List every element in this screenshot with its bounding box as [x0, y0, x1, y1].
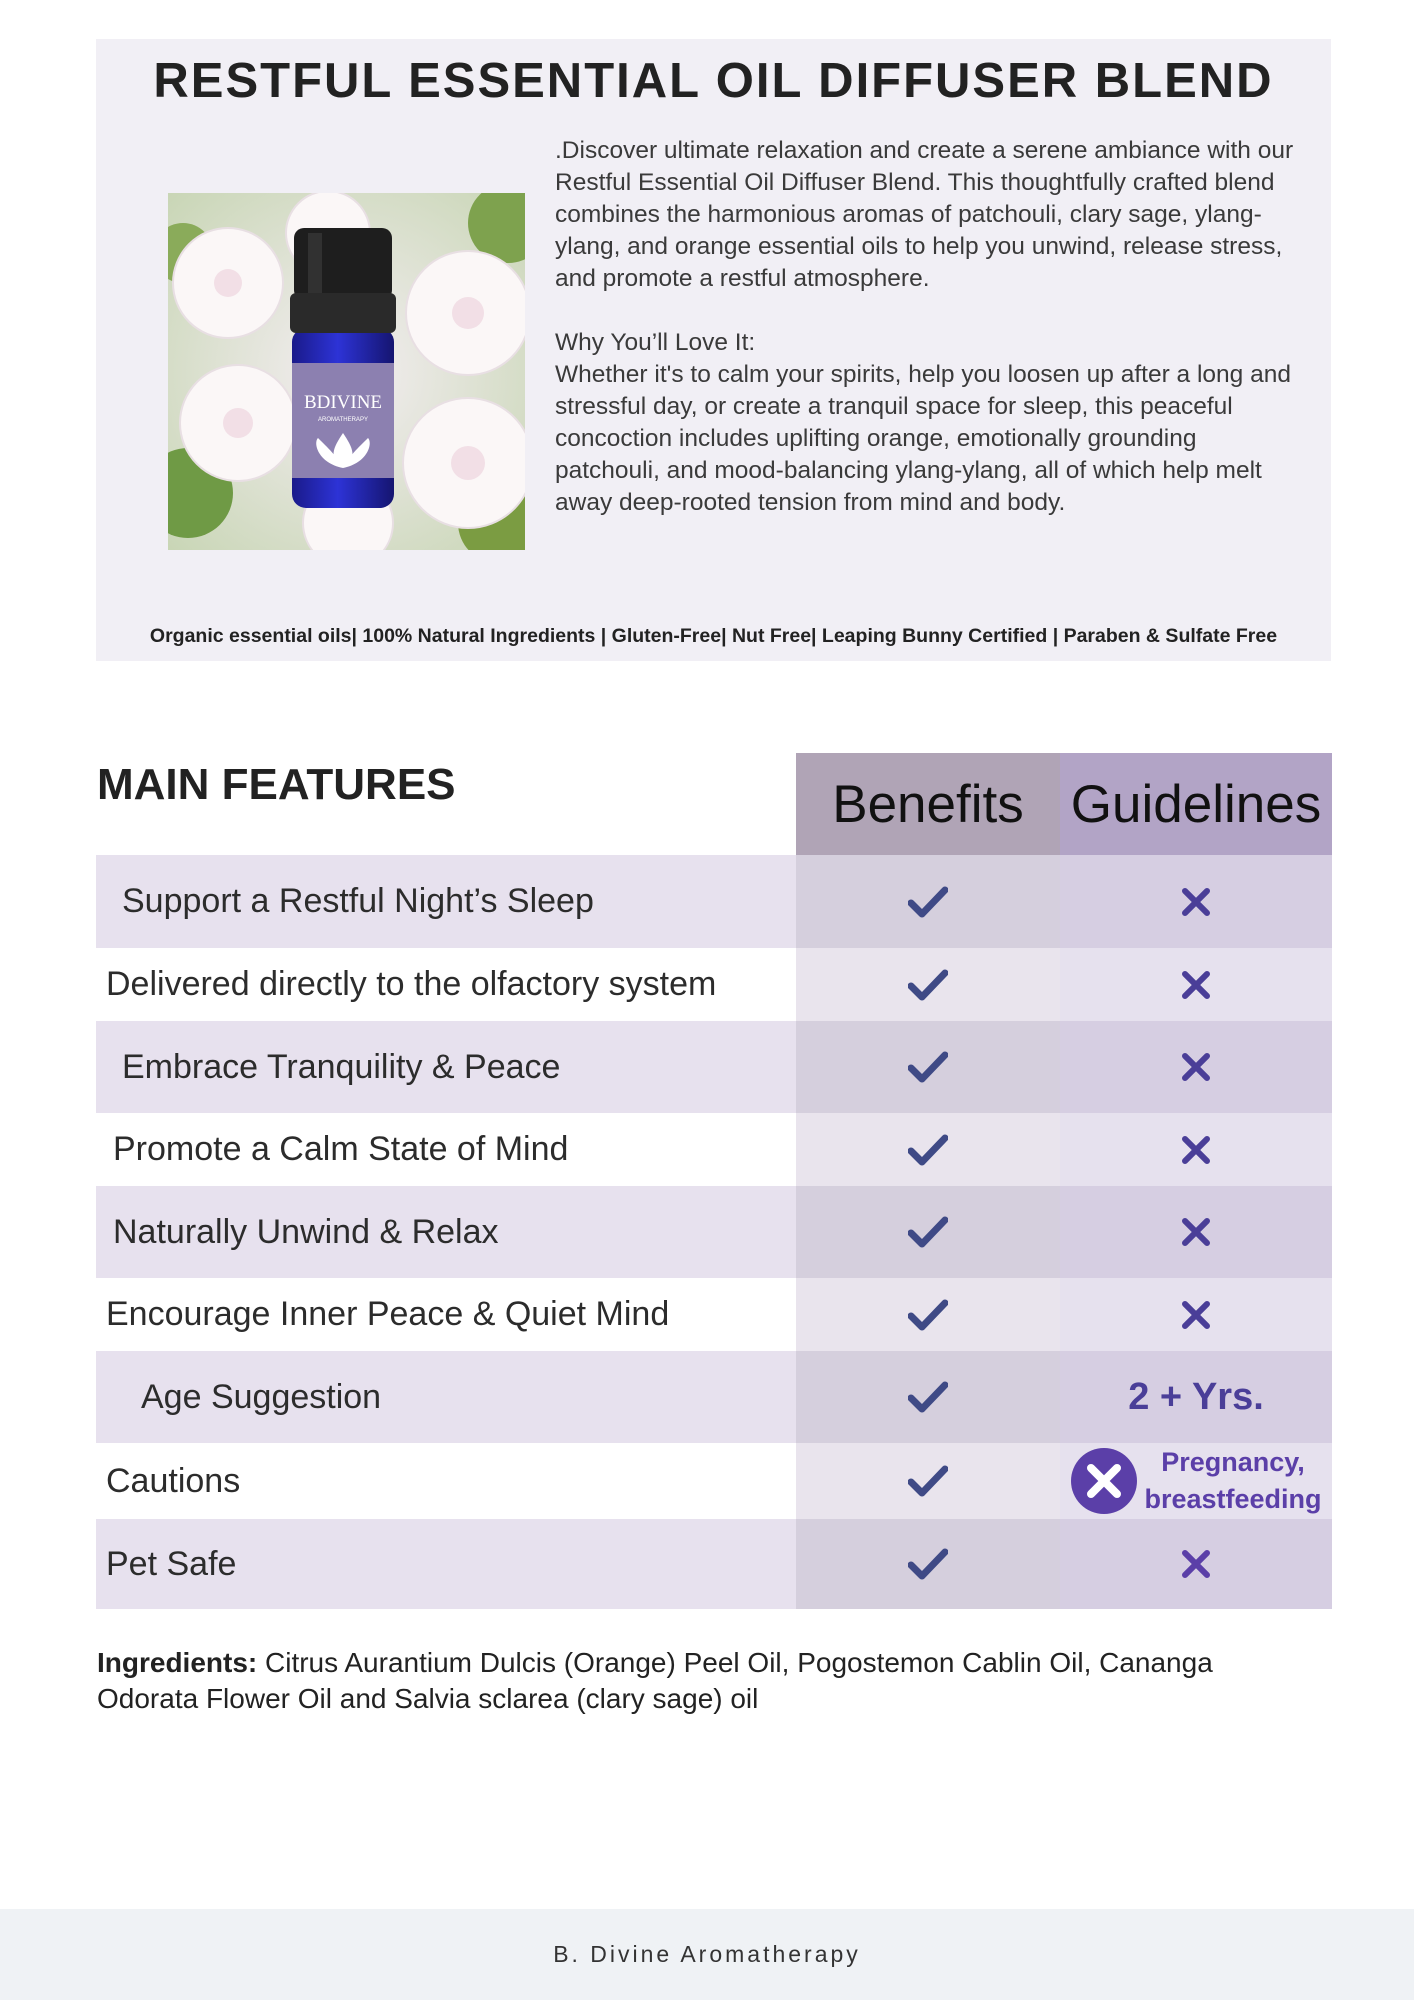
page-title: RESTFUL ESSENTIAL OIL DIFFUSER BLEND	[153, 54, 1274, 108]
feature-label: Age Suggestion	[141, 1377, 382, 1416]
benefit-cell	[796, 1113, 1060, 1186]
cross-icon	[1181, 1135, 1211, 1165]
feature-label: Support a Restful Night’s Sleep	[122, 882, 594, 920]
caution-text	[1144, 1444, 1321, 1518]
benefit-cell	[796, 1351, 1060, 1443]
cross-icon	[1181, 970, 1211, 1000]
why-paragraph: Whether it's to calm your spirits, help you loosen up after a long and stressful day, or create a tranquil space for sleep, this peaceful concoction includes uplifting orange, emotionally grounding patchouli, and mood-balancing ylang-ylang, all of which help melt away deep-rooted tension from mind and body.	[555, 361, 1291, 516]
feature-row	[96, 1519, 1332, 1609]
cross-icon	[1181, 1300, 1211, 1330]
guideline-cell	[1060, 1021, 1332, 1113]
caution-note	[1070, 1444, 1321, 1518]
benefit-cell	[796, 1186, 1060, 1278]
checkmark-icon	[908, 1134, 948, 1166]
feature-row	[96, 1021, 1332, 1113]
guideline-cell	[1060, 855, 1332, 948]
benefit-cell	[796, 948, 1060, 1021]
feature-row	[96, 1113, 1332, 1186]
guideline-cell	[1060, 1113, 1332, 1186]
benefit-cell	[796, 1519, 1060, 1609]
feature-label: Cautions	[106, 1461, 241, 1500]
cross-icon	[1181, 1052, 1211, 1082]
feature-row	[96, 1278, 1332, 1351]
footer	[0, 1909, 1414, 2000]
benefit-cell	[796, 855, 1060, 948]
guideline-cell	[1060, 1186, 1332, 1278]
guideline-cell	[1060, 1278, 1332, 1351]
checkmark-icon	[908, 1548, 948, 1580]
bottle-brand-label: BDIVINE	[303, 392, 383, 413]
feature-row	[96, 1186, 1332, 1278]
caution-line: breastfeeding	[1144, 1484, 1322, 1514]
guideline-cell	[1060, 1519, 1332, 1609]
ingredients	[97, 1645, 1297, 1717]
checkmark-icon	[908, 1465, 948, 1497]
guidelines-column-header: Guidelines	[1060, 753, 1332, 855]
feature-row	[96, 1443, 1332, 1519]
checkmark-icon	[908, 1381, 948, 1413]
intro-paragraph: .Discover ultimate relaxation and create a serene ambiance with our Restful Essential Oil Diffuser Blend. This thoughtfully crafted blend combines the harmonious aromas of patchouli, clary sage, ylang-ylang, and orange essential oils to help you unwind, release stress, and promote a restful atmosphere.	[555, 137, 1294, 292]
feature-label: Promote a Calm State of Mind	[113, 1130, 569, 1168]
guideline-cell	[1060, 948, 1332, 1021]
features-title: MAIN FEATURES	[97, 760, 456, 809]
checkmark-icon	[908, 886, 948, 918]
product-header-panel	[96, 39, 1331, 661]
product-claims: Organic essential oils| 100% Natural Ingredients | Gluten-Free| Nut Free| Leaping Bunny Certified | Paraben & Sulfate Free	[149, 625, 1278, 647]
benefits-column-header: Benefits	[796, 753, 1060, 855]
guideline-cell	[1060, 1443, 1332, 1519]
benefit-cell	[796, 1021, 1060, 1113]
why-heading: Why You’ll Love It:	[555, 329, 756, 356]
checkmark-icon	[908, 969, 948, 1001]
age-suggestion-value: 2 + Yrs.	[1128, 1375, 1264, 1418]
checkmark-icon	[908, 1216, 948, 1248]
feature-row	[96, 948, 1332, 1021]
feature-label: Encourage Inner Peace & Quiet Mind	[106, 1295, 670, 1333]
feature-label: Embrace Tranquility & Peace	[122, 1047, 561, 1086]
feature-row	[96, 1351, 1332, 1443]
circle-x-icon	[1070, 1447, 1138, 1515]
footer-brand: B. Divine Aromatherapy	[553, 1941, 861, 1967]
product-photo	[168, 193, 525, 550]
feature-label: Pet Safe	[106, 1544, 237, 1583]
feature-label: Delivered directly to the olfactory system	[106, 965, 717, 1003]
caution-line: Pregnancy,	[1161, 1447, 1305, 1477]
feature-row	[96, 855, 1332, 948]
essential-oil-bottle-image	[168, 193, 525, 550]
benefit-cell	[796, 1278, 1060, 1351]
cross-icon	[1181, 887, 1211, 917]
checkmark-icon	[908, 1051, 948, 1083]
product-description	[555, 135, 1295, 519]
guideline-cell	[1060, 1351, 1332, 1443]
ingredients-text: Citrus Aurantium Dulcis (Orange) Peel Oil, Pogostemon Cablin Oil, Cananga Odorata Flower Oil and Salvia sclarea (clary sage) oil	[97, 1647, 1213, 1714]
ingredients-label: Ingredients:	[97, 1647, 258, 1678]
bottle-brand-sublabel: AROMATHERAPY	[318, 417, 368, 423]
feature-label: Naturally Unwind & Relax	[113, 1212, 499, 1251]
cross-icon	[1181, 1549, 1211, 1579]
checkmark-icon	[908, 1299, 948, 1331]
cross-icon	[1181, 1217, 1211, 1247]
benefit-cell	[796, 1443, 1060, 1519]
